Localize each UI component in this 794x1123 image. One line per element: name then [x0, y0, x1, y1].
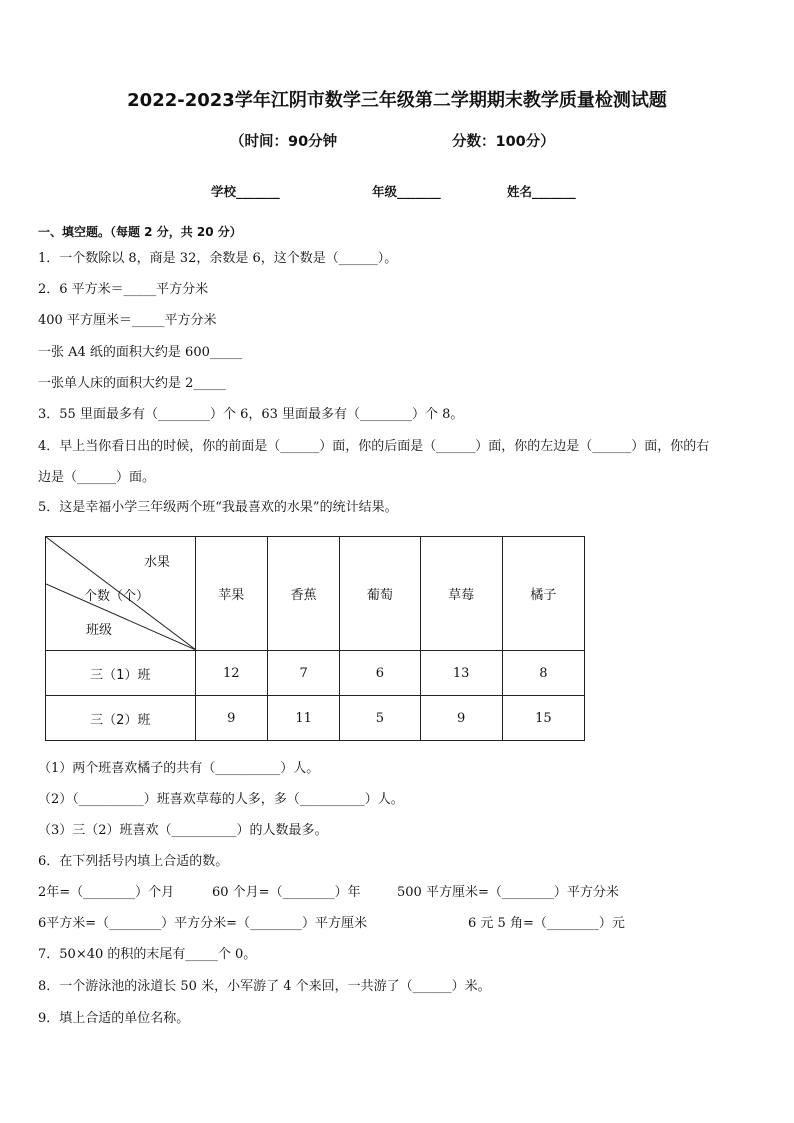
exam-time: （时间：90分钟	[230, 134, 338, 150]
table-cell: 13	[420, 651, 502, 696]
question-4-line-2: 边是（______）面。	[38, 470, 156, 485]
question-9: 9．填上合适的单位名称。	[38, 1011, 190, 1026]
corner-label-class: 班级	[86, 623, 113, 638]
table-cell: 6	[340, 651, 420, 696]
question-6-item: 500 平方厘米=（________）平方分米	[397, 885, 619, 900]
table-row	[46, 696, 585, 741]
question-1: 1．一个数除以 8，商是 32，余数是 6，这个数是（______）。	[38, 251, 398, 266]
question-2: 2．6 平方米＝_____平方分米	[38, 282, 209, 297]
question-6-item: 60 个月=（________）年	[212, 885, 361, 900]
question-4: 4．早上当你看日出的时候，你的前面是（______）面，你的后面是（______）面，你的左边是（______）面，你的右	[38, 439, 710, 454]
question-5-1: （1）两个班喜欢橘子的共有（__________）人。	[38, 761, 320, 776]
table-header: 草莓	[420, 537, 502, 651]
question-7: 7．50×40 的积的末尾有_____个 0。	[38, 947, 257, 962]
table-cell: 9	[195, 696, 267, 741]
corner-label-count: 个数（个）	[84, 589, 150, 604]
fruit-stats-table	[45, 536, 585, 741]
question-5-3: （3）三（2）班喜欢（__________）的人数最多。	[38, 823, 328, 838]
question-5: 5．这是幸福小学三年级两个班“我最喜欢的水果”的统计结果。	[38, 500, 398, 515]
table-header: 香蕉	[267, 537, 339, 651]
question-6-item: 2年=（________）个月	[38, 885, 175, 900]
table-cell: 12	[195, 651, 267, 696]
table-corner-cell	[46, 537, 196, 651]
question-6: 6．在下列括号内填上合适的数。	[38, 854, 229, 869]
corner-label-fruit: 水果	[144, 555, 171, 570]
question-3: 3．55 里面最多有（________）个 6，63 里面最多有（________）个 8。	[38, 407, 464, 422]
row-label: 三（1）班	[46, 651, 196, 696]
table-row	[46, 651, 585, 696]
section-heading: 一、填空题。（每题 2 分，共 20 分）	[38, 225, 242, 239]
table-cell: 8	[502, 651, 584, 696]
question-2-line-3: 一张 A4 纸的面积大约是 600_____	[38, 345, 243, 360]
grade-field: 年级_______	[372, 184, 441, 199]
table-cell: 9	[420, 696, 502, 741]
table-cell: 11	[267, 696, 339, 741]
question-8: 8．一个游泳池的泳道长 50 米，小军游了 4 个来回，一共游了（______）米。	[38, 979, 491, 994]
question-2-line-2: 400 平方厘米＝_____平方分米	[38, 313, 217, 328]
question-6-item: 6 元 5 角=（________）元	[468, 916, 625, 931]
exam-meta	[222, 130, 582, 152]
page-title: 2022-2023学年江阴市数学三年级第二学期期末教学质量检测试题	[127, 90, 667, 111]
row-label: 三（2）班	[46, 696, 196, 741]
question-2-line-4: 一张单人床的面积大约是 2_____	[38, 376, 226, 391]
exam-score: 分数：100分）	[452, 134, 555, 150]
table-header: 苹果	[195, 537, 267, 651]
question-5-2: （2）（__________）班喜欢草莓的人多，多（__________）人。	[38, 792, 404, 807]
table-header: 葡萄	[340, 537, 420, 651]
table-header: 橘子	[502, 537, 584, 651]
table-cell: 5	[340, 696, 420, 741]
name-field: 姓名_______	[507, 184, 576, 199]
table-cell: 15	[502, 696, 584, 741]
table-cell: 7	[267, 651, 339, 696]
question-6-item: 6平方米=（________）平方分米=（________）平方厘米	[38, 916, 368, 931]
school-field: 学校_______	[211, 184, 280, 199]
